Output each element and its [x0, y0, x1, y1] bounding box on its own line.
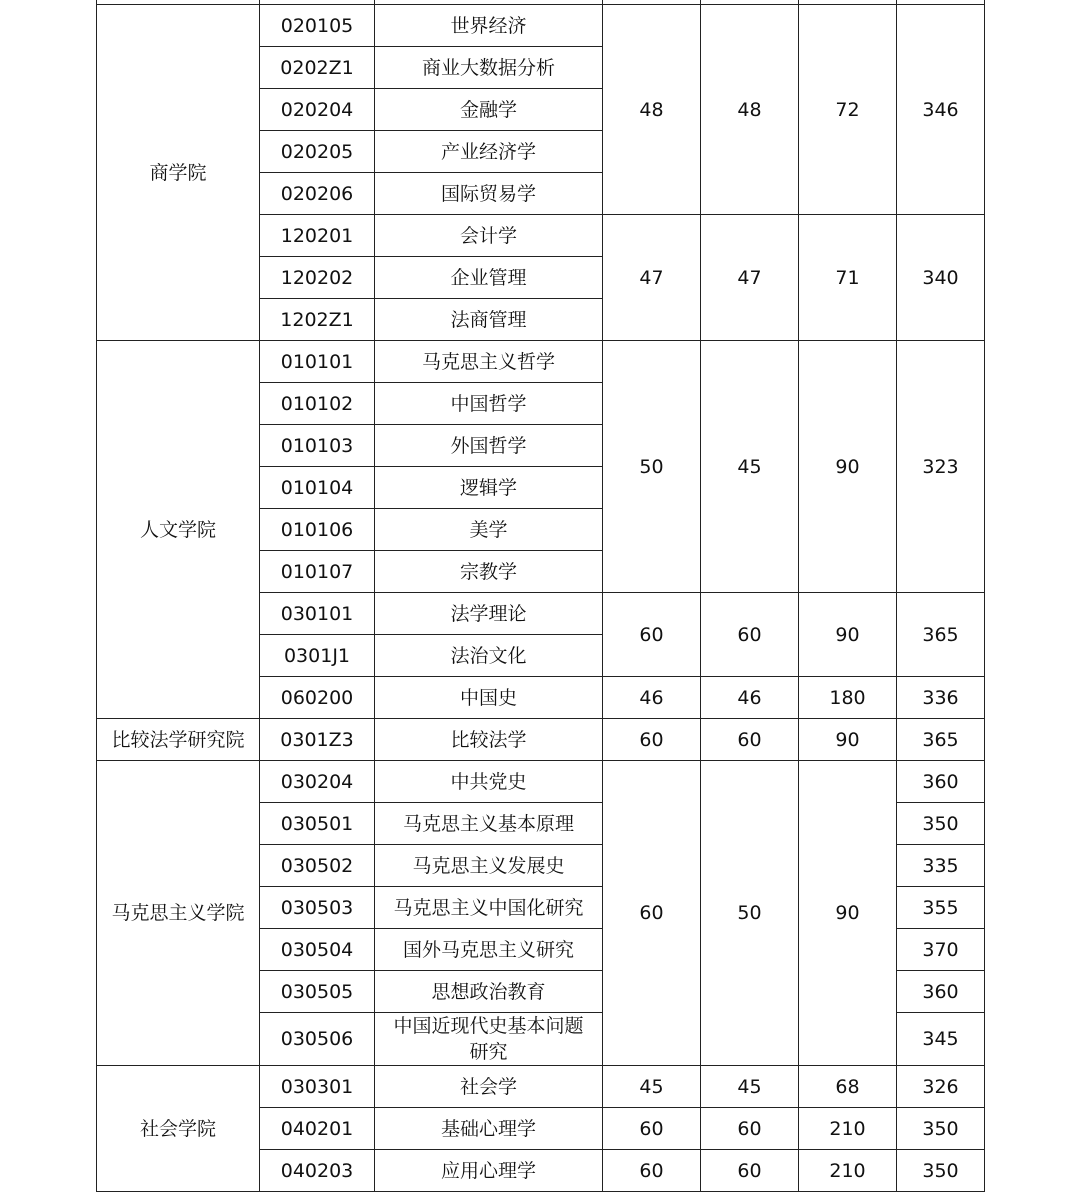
- code-cell: 010102: [260, 383, 375, 425]
- code-cell: 030101: [260, 593, 375, 635]
- major-name-cell: 中共党史: [375, 761, 603, 803]
- major-name-cell: 中国近现代史基本问题研究: [375, 1013, 603, 1066]
- code-cell: 0202Z1: [260, 47, 375, 89]
- code-cell: 030506: [260, 1013, 375, 1066]
- total-score-cell: 350: [897, 803, 985, 845]
- total-score-cell: 370: [897, 929, 985, 971]
- code-cell: 060200: [260, 677, 375, 719]
- politics-score-cell: 48: [603, 5, 701, 215]
- total-score-cell: 336: [897, 677, 985, 719]
- code-cell: 010101: [260, 341, 375, 383]
- code-cell: 010107: [260, 551, 375, 593]
- major-score-cell: 90: [799, 719, 897, 761]
- major-score-cell: 71: [799, 215, 897, 341]
- politics-score-cell: 60: [603, 593, 701, 677]
- major-name-cell: 产业经济学: [375, 131, 603, 173]
- code-cell: 020206: [260, 173, 375, 215]
- major-score-cell: 210: [799, 1150, 897, 1192]
- table-row: [97, 761, 985, 803]
- major-name-cell: 会计学: [375, 215, 603, 257]
- college-cell: 马克思主义学院: [97, 761, 260, 1066]
- major-name-cell: 法治文化: [375, 635, 603, 677]
- politics-score-cell: 60: [603, 1150, 701, 1192]
- english-score-cell: 60: [701, 1108, 799, 1150]
- major-name-cell: 社会学: [375, 1066, 603, 1108]
- english-score-cell: 60: [701, 593, 799, 677]
- code-cell: 120202: [260, 257, 375, 299]
- english-score-cell: 47: [701, 215, 799, 341]
- major-name-cell: 商业大数据分析: [375, 47, 603, 89]
- college-cell: 比较法学研究院: [97, 719, 260, 761]
- code-cell: 1202Z1: [260, 299, 375, 341]
- major-name-cell: 马克思主义哲学: [375, 341, 603, 383]
- total-score-cell: 340: [897, 215, 985, 341]
- major-score-cell: 90: [799, 761, 897, 1066]
- code-cell: 020105: [260, 5, 375, 47]
- code-cell: 0301J1: [260, 635, 375, 677]
- major-name-cell: 基础心理学: [375, 1108, 603, 1150]
- major-name-cell: 国外马克思主义研究: [375, 929, 603, 971]
- major-name-cell: 比较法学: [375, 719, 603, 761]
- total-score-cell: 360: [897, 971, 985, 1013]
- code-cell: 010104: [260, 467, 375, 509]
- code-cell: 120201: [260, 215, 375, 257]
- code-cell: 020204: [260, 89, 375, 131]
- major-score-cell: 68: [799, 1066, 897, 1108]
- english-score-cell: 60: [701, 719, 799, 761]
- major-name-cell: 中国史: [375, 677, 603, 719]
- major-name-cell: 马克思主义基本原理: [375, 803, 603, 845]
- code-cell: 010106: [260, 509, 375, 551]
- college-cell: 人文学院: [97, 341, 260, 719]
- code-cell: 030204: [260, 761, 375, 803]
- code-cell: 010103: [260, 425, 375, 467]
- major-score-cell: 90: [799, 341, 897, 593]
- major-score-cell: 180: [799, 677, 897, 719]
- table-row: [97, 1066, 985, 1108]
- table-row: [97, 341, 985, 383]
- politics-score-cell: 60: [603, 761, 701, 1066]
- english-score-cell: 48: [701, 5, 799, 215]
- politics-score-cell: 46: [603, 677, 701, 719]
- score-table: [96, 0, 985, 1192]
- total-score-cell: 326: [897, 1066, 985, 1108]
- major-name-cell: 国际贸易学: [375, 173, 603, 215]
- major-name-cell: 中国哲学: [375, 383, 603, 425]
- major-name-cell: 世界经济: [375, 5, 603, 47]
- total-score-cell: 360: [897, 761, 985, 803]
- major-name-cell: 法学理论: [375, 593, 603, 635]
- code-cell: 040201: [260, 1108, 375, 1150]
- english-score-cell: 45: [701, 341, 799, 593]
- table-row: [97, 719, 985, 761]
- major-score-cell: 72: [799, 5, 897, 215]
- code-cell: 030501: [260, 803, 375, 845]
- major-name-cell: 宗教学: [375, 551, 603, 593]
- politics-score-cell: 60: [603, 719, 701, 761]
- total-score-cell: 350: [897, 1108, 985, 1150]
- code-cell: 030301: [260, 1066, 375, 1108]
- code-cell: 040203: [260, 1150, 375, 1192]
- total-score-cell: 335: [897, 845, 985, 887]
- english-score-cell: 45: [701, 1066, 799, 1108]
- major-name-cell: 思想政治教育: [375, 971, 603, 1013]
- politics-score-cell: 50: [603, 341, 701, 593]
- major-name-cell: 金融学: [375, 89, 603, 131]
- code-cell: 030504: [260, 929, 375, 971]
- code-cell: 020205: [260, 131, 375, 173]
- college-cell: 商学院: [97, 5, 260, 341]
- total-score-cell: 365: [897, 719, 985, 761]
- total-score-cell: 346: [897, 5, 985, 215]
- english-score-cell: 50: [701, 761, 799, 1066]
- major-name-cell: 法商管理: [375, 299, 603, 341]
- total-score-cell: 365: [897, 593, 985, 677]
- code-cell: 0301Z3: [260, 719, 375, 761]
- total-score-cell: 345: [897, 1013, 985, 1066]
- code-cell: 030503: [260, 887, 375, 929]
- english-score-cell: 60: [701, 1150, 799, 1192]
- major-name-cell: 逻辑学: [375, 467, 603, 509]
- table-row: [97, 5, 985, 47]
- total-score-cell: 350: [897, 1150, 985, 1192]
- politics-score-cell: 47: [603, 215, 701, 341]
- major-name-cell: 马克思主义中国化研究: [375, 887, 603, 929]
- major-name-cell: 美学: [375, 509, 603, 551]
- politics-score-cell: 45: [603, 1066, 701, 1108]
- major-score-cell: 210: [799, 1108, 897, 1150]
- college-cell: 社会学院: [97, 1066, 260, 1192]
- major-name-cell: 马克思主义发展史: [375, 845, 603, 887]
- total-score-cell: 323: [897, 341, 985, 593]
- major-score-cell: 90: [799, 593, 897, 677]
- english-score-cell: 46: [701, 677, 799, 719]
- major-name-cell: 外国哲学: [375, 425, 603, 467]
- politics-score-cell: 60: [603, 1108, 701, 1150]
- total-score-cell: 355: [897, 887, 985, 929]
- major-name-cell: 企业管理: [375, 257, 603, 299]
- major-name-cell: 应用心理学: [375, 1150, 603, 1192]
- code-cell: 030502: [260, 845, 375, 887]
- code-cell: 030505: [260, 971, 375, 1013]
